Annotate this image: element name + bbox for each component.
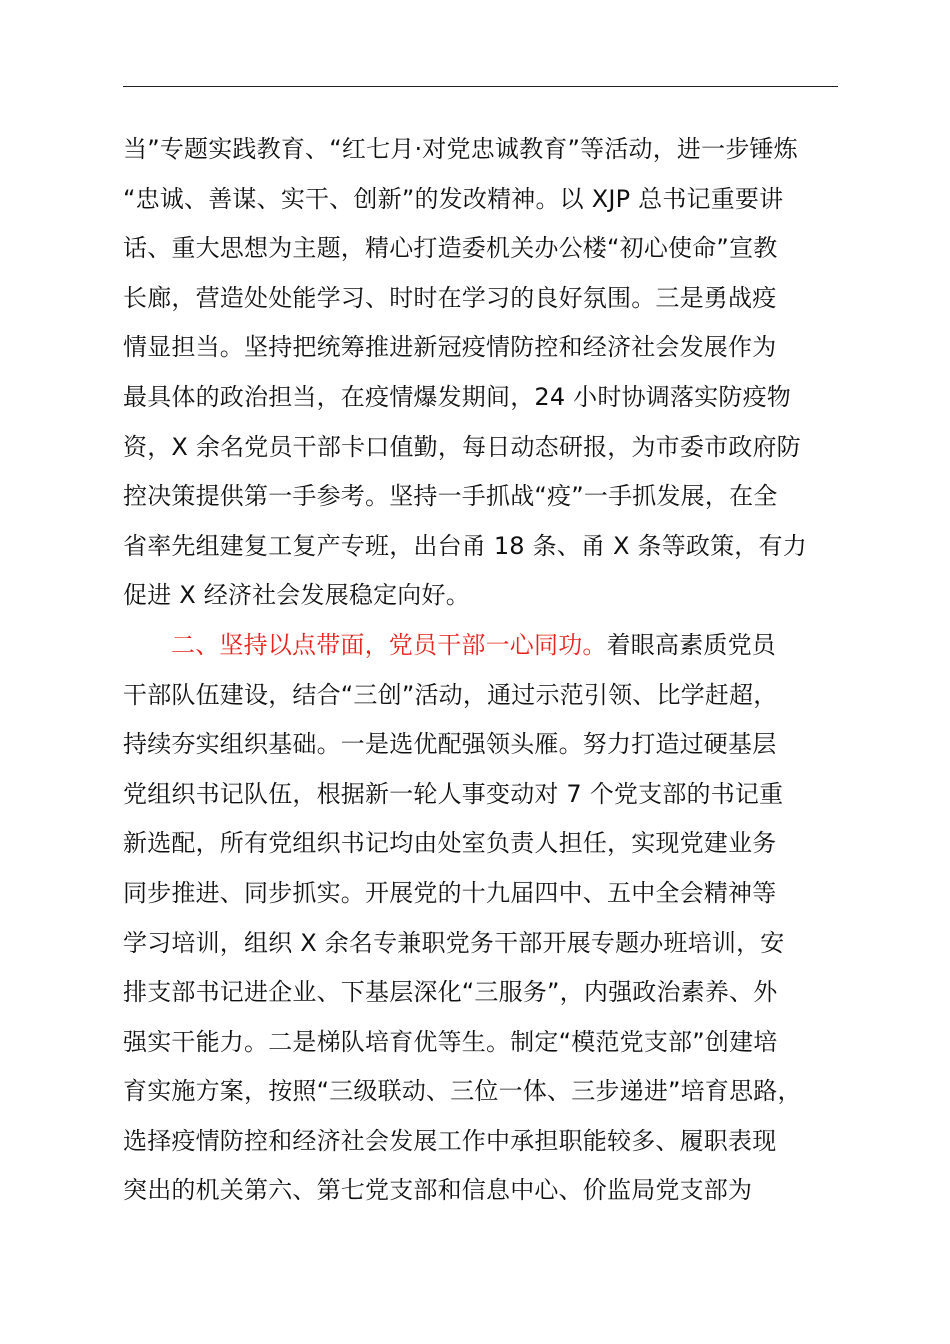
text-line: 话、重大思想为主题，精心打造委机关办公楼“初心使命”宣教 [123, 234, 778, 263]
text-line: “忠诚、善谋、实干、创新”的发改精神。以 XJP 总书记重要讲 [123, 184, 784, 213]
text-line: 资，X 余名党员干部卡口值勤，每日动态研报，为市委市政府防 [123, 432, 801, 461]
text-line: 强实干能力。二是梯队培育优等生。制定“模范党支部”创建培 [123, 1027, 778, 1056]
text-line: 党组织书记队伍，根据新一轮人事变动对 7 个党支部的书记重 [123, 779, 784, 808]
text-line: 新选配，所有党组织书记均由处室负责人担任，实现党建业务 [123, 829, 777, 858]
section-2-heading: 二、坚持以点带面，党员干部一心同功。 [171, 630, 607, 659]
text-line: 育实施方案，按照“三级联动、三位一体、三步递进”培育思路， [123, 1077, 802, 1106]
text-line: 最具体的政治担当，在疫情爆发期间，24 小时协调落实防疫物 [123, 382, 791, 411]
text-line: 排支部书记进企业、下基层深化“三服务”，内强政治素养、外 [123, 978, 778, 1007]
text-line: 长廊，营造处处能学习、时时在学习的良好氛围。三是勇战疫 [123, 283, 777, 312]
text-line: 促进 X 经济社会发展稳定向好。 [123, 581, 470, 610]
text-line: 当”专题实践教育、“红七月·对党忠诚教育”等活动，进一步锤炼 [123, 135, 798, 163]
text-line: 持续夯实组织基础。一是选优配强领头雁。努力打造过硬基层 [123, 730, 777, 759]
section-2-first-line [123, 621, 868, 671]
document-body [123, 125, 868, 1216]
text-line: 干部队伍建设，结合“三创”活动，通过示范引领、比学赶超， [123, 680, 778, 709]
text-line: 情显担当。坚持把统筹推进新冠疫情防控和经济社会发展作为 [123, 333, 777, 362]
text-line: 选择疫情防控和经济社会发展工作中承担职能较多、履职表现 [123, 1126, 777, 1155]
text-line: 省率先组建复工复产专班，出台甬 18 条、甬 X 条等政策，有力 [123, 531, 807, 560]
text-line: 控决策提供第一手参考。坚持一手抓战“疫”一手抓发展，在全 [123, 482, 778, 511]
section-2-first-line-rest: 着眼高素质党员 [606, 630, 777, 659]
text-line: 突出的机关第六、第七党支部和信息中心、价监局党支部为 [123, 1176, 753, 1205]
text-line: 同步推进、同步抓实。开展党的十九届四中、五中全会精神等 [123, 878, 777, 907]
header-rule [123, 86, 838, 87]
text-line: 学习培训，组织 X 余名专兼职党务干部开展专题办班培训，安 [123, 928, 785, 957]
